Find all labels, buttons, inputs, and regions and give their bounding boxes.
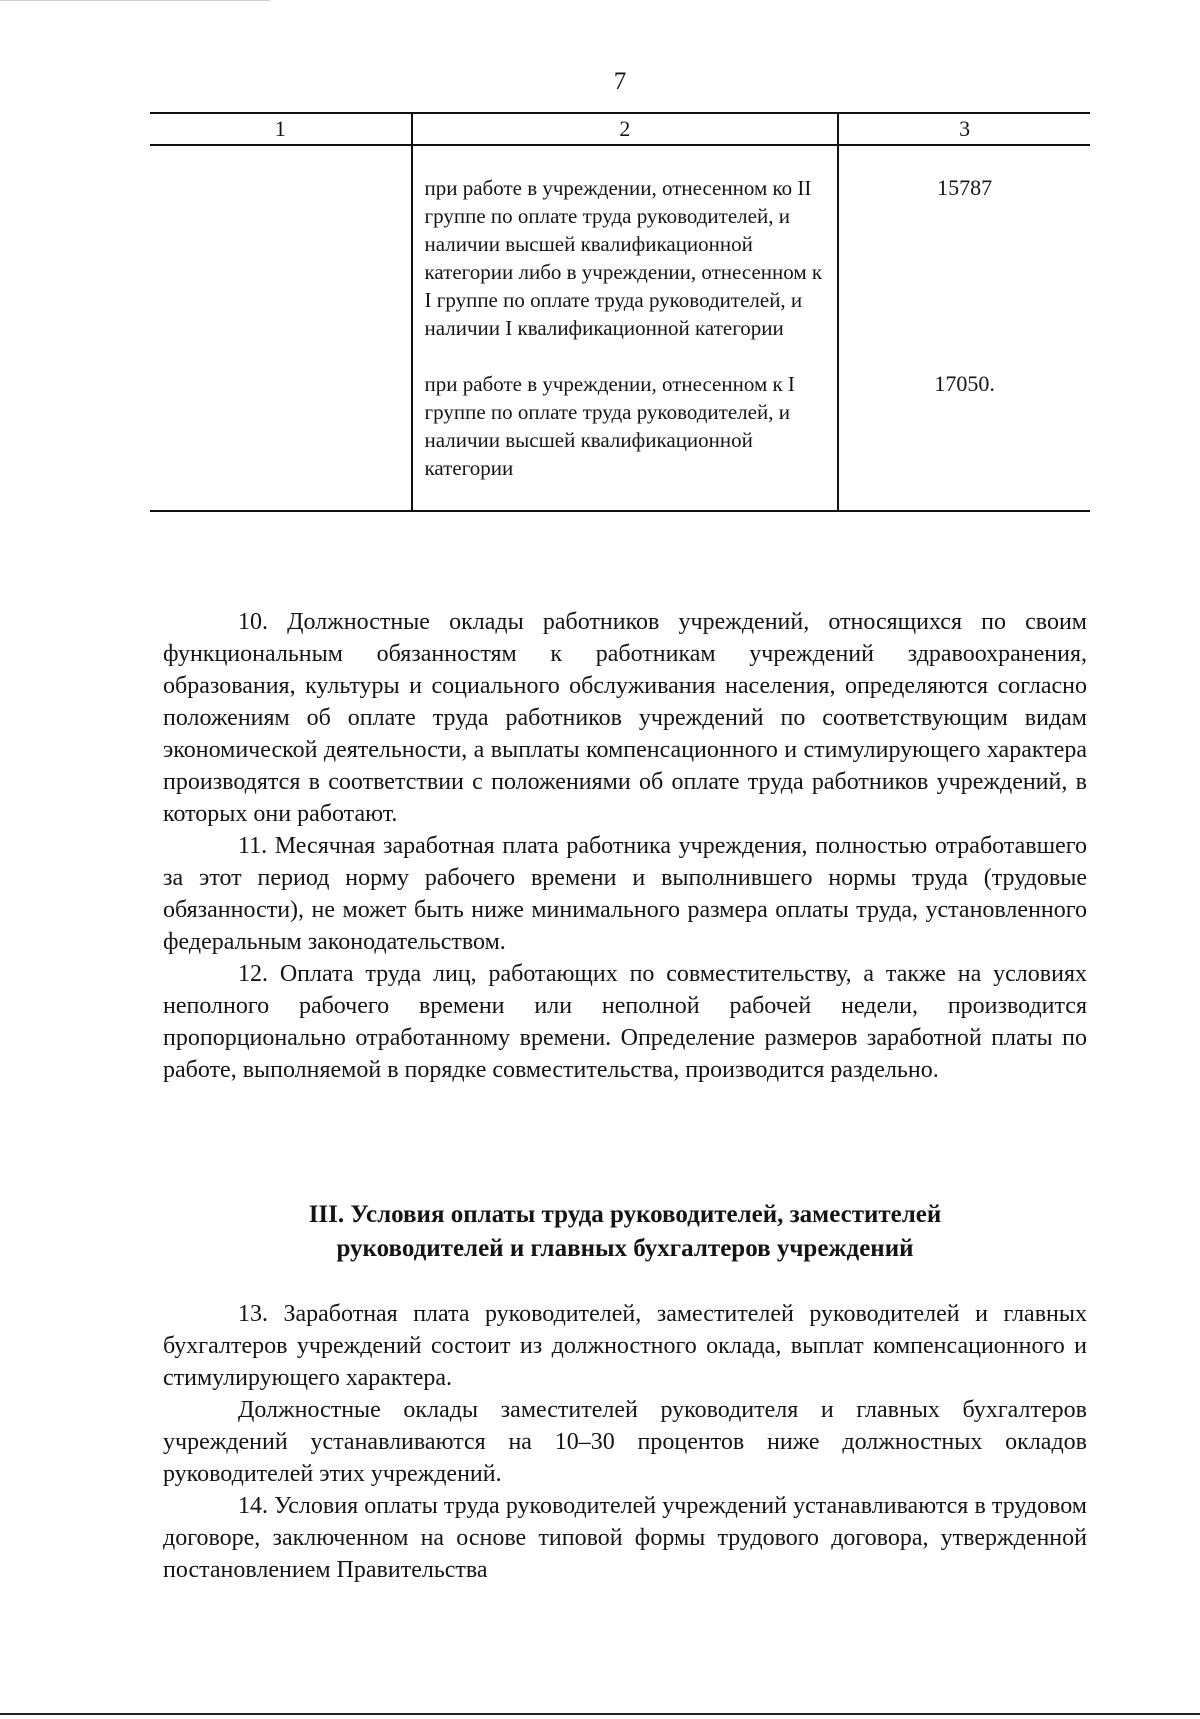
page-number: 7 bbox=[613, 68, 627, 95]
paragraph-13-continued: Должностные оклады заместителей руководителя и главных бухгалтеров учреждений устанавливаются на 10–30 процентов ниже должностных окладов руководителей этих учреждений. bbox=[163, 1397, 1087, 1487]
column-header-1: 1 bbox=[150, 113, 412, 145]
salary-value: 17050. bbox=[934, 371, 995, 396]
bottom-rule bbox=[0, 1713, 1200, 1715]
table-cell-empty bbox=[150, 145, 412, 370]
table-cell-salary bbox=[838, 145, 1090, 370]
column-header-2: 2 bbox=[412, 113, 839, 145]
section-heading bbox=[163, 1198, 1087, 1266]
table-cell-empty bbox=[150, 370, 412, 511]
table-row bbox=[150, 370, 1090, 511]
salary-table bbox=[150, 112, 1090, 512]
section-heading-line-1: III. Условия оплаты труда руководителей, заместителей bbox=[308, 1201, 942, 1228]
table-cell-condition bbox=[412, 145, 839, 370]
paragraph-12: 12. Оплата труда лиц, работающих по совместительству, а также на условиях неполного рабочего времени или неполной рабочей недели, производится пропорционально отработанному времени. Определение размеров заработной платы по работе, выполняемой в порядке совместительства, производится раздельно. bbox=[163, 961, 1087, 1083]
top-rule bbox=[0, 0, 270, 1]
table-cell-salary bbox=[838, 370, 1090, 511]
section-body-text bbox=[163, 1298, 1087, 1586]
paragraph-10: 10. Должностные оклады работников учреждений, относящихся по своим функциональным обязанностям к работникам учреждений здравоохранения, образования, культуры и социального обслуживания населения, определяются согласно положениям об оплате труда работников учреждений по соответствующим видам экономической деятельности, а выплаты компенсационного и стимулирующего характера производятся в соответствии с положениями об оплате труда работников учреждений, в которых они работают. bbox=[163, 609, 1087, 827]
paragraph-13: 13. Заработная плата руководителей, заместителей руководителей и главных бухгалтеров учреждений состоит из должностного оклада, выплат компенсационного и стимулирующего характера. bbox=[163, 1301, 1087, 1391]
section-heading-line-2: руководителей и главных бухгалтеров учреждений bbox=[336, 1235, 914, 1262]
condition-text: при работе в учреждении, отнесенном ко II группе по оплате труда руководителей, и наличии высшей квалификационной категории либо в учреждении, отнесенном к I группе по оплате труда руководителей, и наличии I квалификационной категории bbox=[424, 176, 823, 340]
condition-text: при работе в учреждении, отнесенном к I группе по оплате труда руководителей, и наличии высшей квалификационной категории bbox=[424, 372, 795, 480]
column-header-3: 3 bbox=[838, 113, 1090, 145]
paragraph-14: 14. Условия оплаты труда руководителей учреждений устанавливаются в трудовом договоре, заключенном на основе типовой формы трудового договора, утвержденной постановлением Правительства bbox=[163, 1493, 1087, 1583]
body-text bbox=[163, 606, 1087, 1086]
table-row bbox=[150, 145, 1090, 370]
salary-value: 15787 bbox=[937, 175, 993, 200]
table-header-row bbox=[150, 113, 1090, 145]
paragraph-11: 11. Месячная заработная плата работника учреждения, полностью отработавшего за этот период норму рабочего времени и выполнившего нормы труда (трудовые обязанности), не может быть ниже минимального размера оплаты труда, установленного федеральным законодательством. bbox=[163, 833, 1087, 955]
table-cell-condition bbox=[412, 370, 839, 511]
